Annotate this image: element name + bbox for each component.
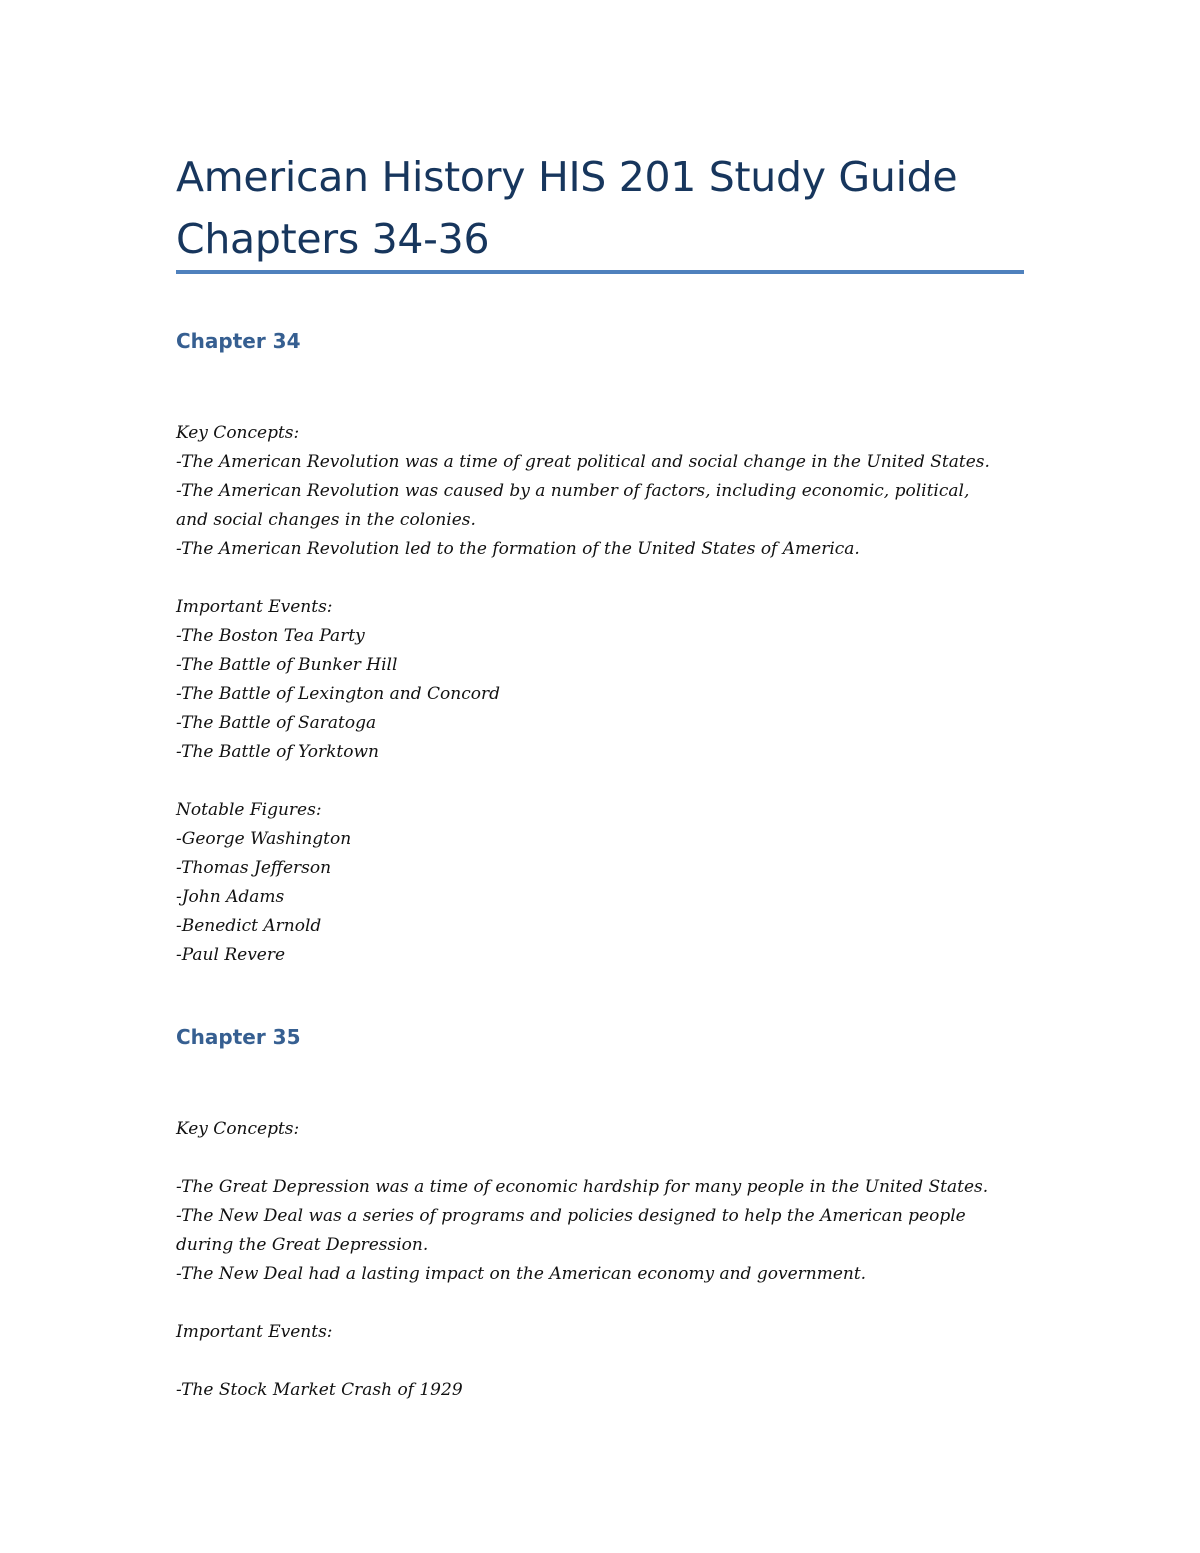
key-concept-line: -The New Deal had a lasting impact on the American economy and government.	[176, 1264, 867, 1284]
key-concepts-label: Key Concepts:	[176, 423, 300, 443]
title-underline-rule	[176, 270, 1024, 274]
chapter-34-body	[176, 419, 1024, 970]
chapter-35-body	[176, 1115, 1024, 1405]
key-concept-line: and social changes in the colonies.	[176, 510, 476, 530]
chapter-35-heading: Chapter 35	[176, 1025, 301, 1049]
event-item: -The Battle of Saratoga	[176, 713, 377, 733]
key-concept-line: during the Great Depression.	[176, 1235, 429, 1255]
key-concept-line: -The American Revolution was a time of great political and social change in the United States.	[176, 452, 990, 472]
key-concept-line: -The American Revolution led to the formation of the United States of America.	[176, 539, 860, 559]
important-events-label: Important Events:	[176, 1322, 333, 1342]
event-item: -The Battle of Bunker Hill	[176, 655, 398, 675]
key-concepts-label: Key Concepts:	[176, 1119, 300, 1139]
title-line-2: Chapters 34-36	[176, 215, 490, 263]
chapter-34-heading: Chapter 34	[176, 329, 301, 353]
figure-item: -John Adams	[176, 887, 285, 907]
notable-figures-label: Notable Figures:	[176, 800, 322, 820]
key-concept-line: -The American Revolution was caused by a number of factors, including economic, political,	[176, 481, 970, 501]
figure-item: -Benedict Arnold	[176, 916, 322, 936]
key-concept-line: -The Great Depression was a time of economic hardship for many people in the United States.	[176, 1177, 989, 1197]
figure-item: -Thomas Jefferson	[176, 858, 332, 878]
important-events-label: Important Events:	[176, 597, 333, 617]
event-item: -The Boston Tea Party	[176, 626, 365, 646]
event-item: -The Battle of Lexington and Concord	[176, 684, 500, 704]
title-line-1: American History HIS 201 Study Guide	[176, 153, 958, 201]
figure-item: -George Washington	[176, 829, 352, 849]
key-concept-line: -The New Deal was a series of programs and policies designed to help the American people	[176, 1206, 966, 1226]
event-item: -The Stock Market Crash of 1929	[176, 1380, 463, 1400]
event-item: -The Battle of Yorktown	[176, 742, 379, 762]
figure-item: -Paul Revere	[176, 945, 286, 965]
document-title	[176, 146, 1024, 270]
